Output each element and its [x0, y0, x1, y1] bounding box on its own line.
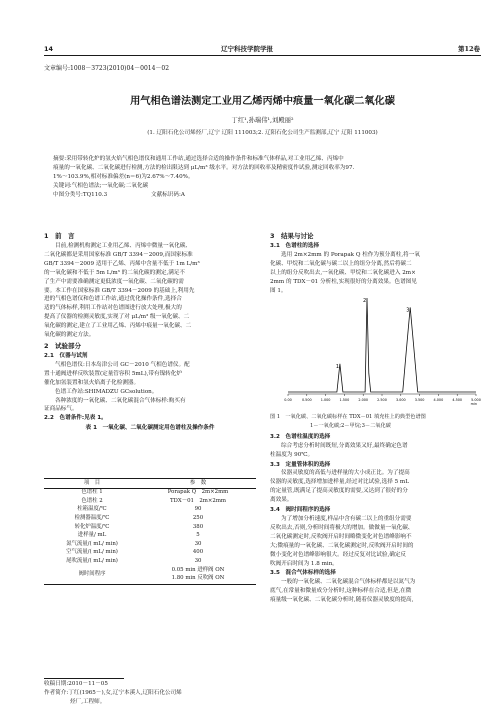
section-3-1-line: 选用 2m×2mm 的 Porapak Q 柱作为预分离柱,将一氧 — [281, 251, 420, 258]
x-tick-label: 5.000 — [471, 398, 481, 402]
author-list: 丁红¹,孙瑞伟¹,刘殿丽² — [231, 117, 294, 124]
section-3-5-line: 痕量级一氧化碳、二氧化碳分析时,随着仪器灵敏度的提高, — [270, 597, 414, 604]
x-tick-label: 3.500 — [414, 398, 425, 402]
classification-row — [53, 191, 475, 200]
table-cell-item: 柱箱温度/℃ — [77, 506, 107, 513]
x-tick-label: 4.000 — [433, 398, 444, 402]
table-mid-rule — [44, 488, 256, 489]
clc-number: 中图分类号:TQ110.3 — [53, 191, 108, 198]
section-3-3-line: 的定量管,既满足了提高灵敏度的需要,又达到了很好的分 — [270, 488, 408, 495]
table-header-row — [44, 479, 256, 488]
chromatogram-trace — [288, 298, 476, 392]
table-cell-item: 空气流量/( mL/ min) — [66, 549, 118, 556]
received-date: 收稿日期:2010－11－05 — [44, 681, 108, 687]
figure-1-caption: 图 1 一氧化碳、二氧化碳标样在 TDX－01 填充柱上的典型色谱图 — [270, 414, 426, 420]
x-tick-label: 2.500 — [377, 398, 387, 402]
journal-name: 辽宁科技学院学报 — [221, 45, 273, 53]
section-3-4-line: 吹阀开启时间为 1.8 min。 — [270, 560, 338, 567]
peak-label: 3 — [406, 307, 410, 314]
valve-program-step-2: 1.80 min 反吹阀 ON — [171, 574, 225, 581]
table-cell-value: 90 — [194, 506, 202, 513]
table-top-rule — [44, 478, 256, 479]
section-3-2-line: 柱温度为 90℃。 — [270, 451, 314, 458]
author-bio-line-1: 作者简介:丁红(1965－),女,辽宁本溪人,辽阳石化公司烯 — [44, 689, 182, 696]
x-tick-label: 0.00 — [284, 398, 292, 402]
section-3-5-body — [270, 578, 482, 605]
section-2-1-body — [44, 361, 256, 414]
section-1-line: 提高了仪器的检测灵敏度,实现了对 μL/m³ 级一氧化碳、二 — [44, 314, 190, 321]
section-1-line: 目前,检测机构测定工业用乙烯、丙烯中微量一氧化碳、 — [55, 243, 192, 249]
section-3-2-body — [270, 442, 482, 460]
section-1-line: GB/T 3394－2009 适用于乙烯、丙烯中含量不低于 1m L/m³ — [44, 260, 200, 267]
table-1-caption: 表 1 一氧化碳、二氧化碳测定用色谱柱及操作条件 — [85, 425, 215, 432]
peak-label: 1 — [335, 363, 340, 370]
section-1-line: 的一氧化碳和不低于 5m L/m³ 的二氧化碳的测定,满足不 — [44, 269, 185, 276]
x-tick-label: 2.000 — [358, 398, 369, 402]
section-2-1-line: 气相色谱仪:日本岛津公司 GC－2010 气相色谱仪。配 — [55, 361, 190, 368]
table-1 — [44, 478, 256, 585]
section-3-1-line: 化碳、甲烷和二氧化碳与碳二以上的组分分离,然后将碳二 — [270, 260, 412, 267]
section-1-line: 二氧化碳都是采用国家标准 GB/T 3394－2009,而国家标准 — [44, 251, 193, 258]
section-3-2-heading: 3.2 色谱柱温度的选择 — [270, 433, 331, 440]
table-row — [44, 488, 256, 497]
section-3-5-line: 一般的一氧化碳、二氧化碳混合气体标样都是以氮气为 — [281, 579, 416, 586]
section-1-line: 氧化碳的测定,建立了工业用乙烯、丙烯中痕量一氧化碳、二 — [44, 323, 192, 330]
table-cell-value: Porapak Q 2m×2mm — [167, 489, 229, 496]
section-1-line: 进的气相色谱仪和色谱工作站,通过优化操作条件,选择合 — [44, 296, 182, 303]
left-column — [44, 232, 256, 433]
section-3-3-body — [270, 469, 482, 505]
section-3-1-body — [270, 251, 482, 296]
abstract-line-2: 痕量的一氧化碳、二氧化碳进行检测,方法的检出限达到 μL/m³ 级水平。对方法的回收率及精密度作试验,测定回收率为97. — [53, 164, 355, 171]
section-2-2-heading: 2.2 色谱条件:见表 1。 — [44, 415, 107, 422]
section-1-line: 适的气体标样,利用工作站对色谱图进行放大处理,极大的 — [44, 305, 182, 312]
paper-title: 用气相色谱法测定工业用乙烯丙烯中痕量一氧化碳二氧化碳 — [130, 96, 395, 107]
table-cell-value: 400 — [192, 549, 204, 556]
section-3-3-line: 仪器的灵敏度,选择增加进样量,经过对比试验,选择 5 mL — [270, 479, 409, 486]
table-row — [44, 505, 256, 514]
section-3-1-line: 以上的组分反吹出去,一氧化碳、甲烷和二氧化碳进入 2m× — [270, 269, 416, 276]
section-3-4-heading: 3.4 阀时间程序的选择 — [270, 507, 331, 514]
section-3-heading: 3 结果与讨论 — [270, 232, 314, 240]
header-rule — [44, 55, 481, 56]
article-number: 文章编号:1008－3723(2010)04－0014－02 — [44, 65, 170, 72]
table-cell-item: 色谱柱 1 — [81, 489, 103, 496]
figure-1-chromatogram — [270, 290, 482, 410]
table-cell-item: 色谱柱 2 — [81, 497, 103, 504]
section-3-4-line: 反吹出去,否则,分析时间将极大的增加。做做量一氧化碳、 — [270, 524, 414, 531]
section-3-2-line: 综合考虑分析时间既短,分离效果又好,最终确定色谱 — [281, 442, 408, 449]
x-tick-label: 4.500 — [452, 398, 463, 402]
section-3-4-body — [270, 515, 482, 568]
section-2-1-line: 色谱工作站:SHIMADZU GCsolution。 — [55, 388, 158, 395]
section-2-1-line: 置十通阀进样反吹装置(定量管容积 5mL),带有镍转化炉 — [44, 370, 182, 377]
table-cell-value: 380 — [192, 523, 204, 530]
table-cell-value: 30 — [194, 540, 202, 547]
x-axis-unit: min — [470, 402, 477, 406]
section-3-3-line: 仪器灵敏度的高低与进样量的大小成正比。为了提高 — [281, 470, 410, 477]
table-cell-value: TDX－01 2m×2mm — [169, 497, 227, 504]
table-cell-item: 进样量/ mL — [77, 532, 107, 539]
table-header-param: 参 数 — [189, 480, 207, 486]
table-cell-value: 30 — [194, 557, 202, 564]
peak-label: 2 — [362, 298, 367, 304]
abstract — [53, 155, 475, 200]
section-1-line: 氧化碳的测定方法。 — [44, 332, 95, 339]
abstract-line-1: 摘要:采用带转化炉的氢火焰气相色谱仪和通用工作站,通过选择合适的操作条件和标准气体样品,对工业用乙烯、丙烯中 — [53, 156, 344, 162]
section-2-1-heading: 2.1 仪器与试剂 — [44, 352, 88, 359]
volume-number: 第12卷 — [458, 45, 481, 53]
section-3-3-heading: 3.3 定量管体积的选择 — [270, 461, 331, 468]
section-1-line: 要。本工作在国家标准 GB/T 3394－2009 的基础上,利用先 — [44, 287, 195, 294]
table-row — [44, 523, 256, 532]
footnote — [44, 680, 259, 707]
footnote-rule — [44, 678, 124, 679]
section-3-4-line: 为了增加分析速度,样品中含有碳二以上的重组分需要 — [281, 515, 412, 522]
page-number: 14 — [44, 45, 54, 53]
table-row — [44, 540, 256, 549]
section-3-4-line: 大;微痕量的一氧化碳、二氧化碳测定时,反吹阀开启时间的 — [270, 542, 414, 549]
section-2-1-line: 催化加氢装置和氢火焰离子化检测器。 — [44, 379, 140, 386]
table-row — [44, 497, 256, 506]
valve-program-label: 阀时间程序 — [78, 571, 106, 578]
section-3-4-line: 二氧化碳测定时,反吹阀开启时间略微变化对色谱峰影响不 — [270, 533, 412, 540]
x-tick-label: 1.500 — [339, 398, 350, 402]
figure-1-legend: 1－一氧化碳;2－甲烷;3－二氧化碳 — [310, 422, 391, 429]
section-1-body — [44, 242, 256, 340]
valve-program-step-1: 0.05 min 进样阀 ON — [171, 567, 225, 574]
right-column-bottom — [270, 413, 482, 605]
section-3-1-line: 2mm 的 TDX－01 分析柱,实现很好的分离效果。色谱图见 — [270, 278, 417, 285]
section-3-1-heading: 3.1 色谱柱的选择 — [270, 243, 320, 249]
keywords: 关键词:气相色谱法;一氧化碳;二氧化碳 — [53, 182, 149, 189]
table-row — [44, 557, 256, 566]
section-2-1-line: 证商品标气。 — [44, 406, 78, 413]
section-3-4-line: 微小变化对色谱峰影响很大。经过反复对比试验,确定反 — [270, 551, 407, 558]
table-row — [44, 514, 256, 523]
table-row — [44, 548, 256, 557]
table-cell-value: 5 — [196, 532, 200, 539]
affiliation: (1. 辽阳石化公司烯烃厂,辽宁 辽阳 111003;2. 辽阳石化公司生产监测部,辽宁 辽阳 111003) — [147, 130, 378, 136]
document-code: 文献标识码:A — [150, 191, 185, 198]
section-3-3-line: 离效果。 — [270, 497, 293, 504]
table-header-item: 项 目 — [83, 480, 101, 486]
section-1-line: 了生产中需要准确测定更低浓度一氧化碳、二氧化碳的需 — [44, 278, 184, 285]
table-cell-item: 检测器温度/℃ — [74, 514, 110, 521]
right-column-top — [270, 232, 482, 295]
table-cell-item: 尾吹流量/( mL/ min) — [66, 557, 118, 564]
table-bottom-rule — [44, 584, 256, 585]
author-bio-line-2: 烃厂,工程师。 — [70, 698, 106, 705]
x-tick-label: 1.000 — [320, 398, 331, 402]
section-3-1-line: 图 1。 — [270, 287, 287, 294]
table-row — [44, 531, 256, 540]
section-3-5-heading: 3.5 混合气体标样的选择 — [270, 570, 336, 577]
section-1-heading: 1 前 言 — [44, 232, 75, 240]
abstract-line-3: 1%～103.9%,相对标准偏差(n＝6)为2.67%～7.40%。 — [53, 173, 194, 180]
table-cell-item: 转化炉温度/℃ — [74, 523, 110, 530]
section-2-1-line: 各种浓度的一氧化碳、二氧化碳混合气体标样:购买有 — [55, 397, 186, 404]
section-2-heading: 2 试验部分 — [44, 341, 82, 350]
table-row-valve-program — [44, 566, 256, 584]
table-cell-item: 氮气流量/( mL/ min) — [66, 540, 118, 547]
x-tick-label: 0.500 — [301, 398, 312, 402]
section-3-5-line: 底气,在常量和微量成分分析时,这种标样在合适,但是,在微 — [270, 588, 412, 595]
x-tick-label: 3.000 — [395, 398, 406, 402]
valve-program-value — [140, 566, 256, 584]
table-cell-value: 250 — [192, 514, 204, 521]
